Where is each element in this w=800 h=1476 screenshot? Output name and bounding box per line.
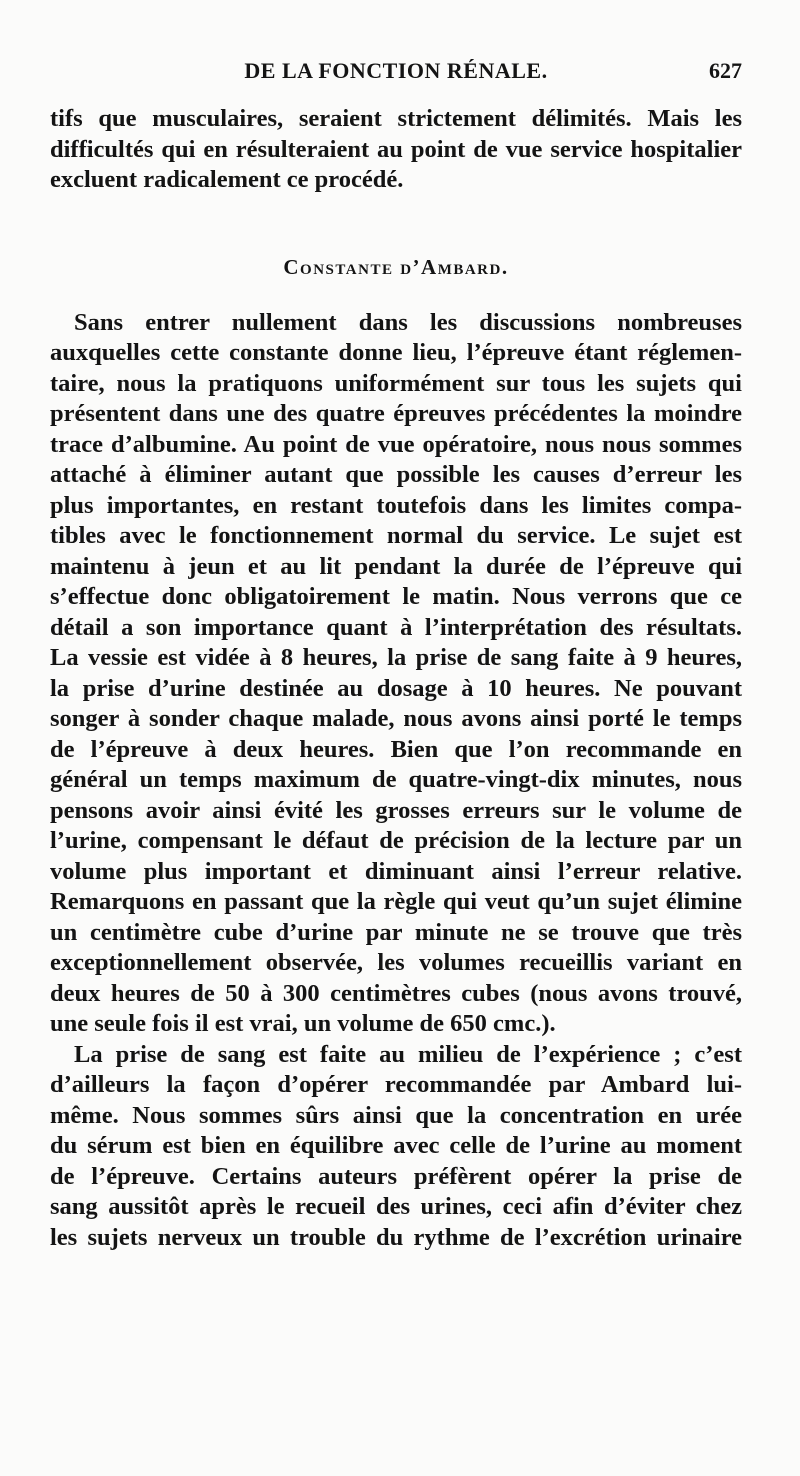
- text-line: excluent radicalement ce procédé.: [50, 166, 404, 193]
- text-line: général un temps maximum de quatre-vingt-dix minutes, nous: [50, 766, 742, 793]
- text-line: détail a son importance quant à l’interprétation des résultats.: [50, 613, 742, 641]
- text-line: volume plus important et diminuant ainsi l’erreur relative.: [50, 857, 742, 885]
- body-text: [50, 104, 742, 1253]
- text-line: de l’épreuve. Certains auteurs préfèrent opérer la prise de: [50, 1162, 742, 1190]
- text-line: sang aussitôt après le recueil des urines, ceci afin d’éviter chez: [50, 1193, 742, 1220]
- text-line: songer à sonder chaque malade, nous avons ainsi porté le temps: [50, 705, 742, 732]
- text-line: présentent dans une des quatre épreuves précédentes la moindre: [50, 400, 742, 427]
- text-line: difficultés qui en résulteraient au point de vue service hospitalier: [50, 135, 742, 163]
- running-title: DE LA FONCTION RÉNALE.: [244, 58, 548, 83]
- text-line: tibles avec le fonctionnement normal du service. Le sujet est: [50, 522, 742, 549]
- text-line: la prise d’urine destinée au dosage à 10 heures. Ne pouvant: [50, 674, 742, 702]
- text-line: l’urine, compensant le défaut de précision de la lecture par un: [50, 827, 742, 854]
- text-line: Remarquons en passant que la règle qui veut qu’un sujet élimine: [50, 888, 742, 915]
- text-line: deux heures de 50 à 300 centimètres cubes (nous avons trouvé,: [50, 979, 742, 1007]
- text-line: maintenu à jeun et au lit pendant la durée de l’épreuve qui: [50, 552, 742, 580]
- text-line: un centimètre cube d’urine par minute ne se trouve que très: [50, 918, 742, 946]
- text-line: attaché à éliminer autant que possible les causes d’erreur les: [50, 461, 742, 488]
- running-head: [50, 58, 742, 92]
- text-line: La vessie est vidée à 8 heures, la prise de sang faite à 9 heures,: [50, 644, 742, 671]
- paragraph: [50, 308, 742, 1040]
- text-line: les sujets nerveux un trouble du rythme de l’excrétion urinaire: [50, 1223, 742, 1251]
- text-line: La prise de sang est faite au milieu de l’expérience ; c’est: [74, 1040, 742, 1068]
- text-line: plus importantes, en restant toutefois dans les limites compa-: [50, 491, 742, 519]
- text-line: Sans entrer nullement dans les discussions nombreuses: [74, 308, 742, 336]
- text-line: une seule fois il est vrai, un volume de 650 cmc.).: [50, 1010, 556, 1037]
- text-line: du sérum est bien en équilibre avec celle de l’urine au moment: [50, 1132, 742, 1159]
- text-line: exceptionnellement observée, les volumes recueillis variant en: [50, 949, 742, 976]
- text-line: trace d’albumine. Au point de vue opératoire, nous nous sommes: [50, 430, 742, 458]
- text-line: pensons avoir ainsi évité les grosses erreurs sur le volume de: [50, 796, 742, 824]
- text-line: d’ailleurs la façon d’opérer recommandée par Ambard lui-: [50, 1071, 742, 1098]
- text-line: taire, nous la pratiquons uniformément sur tous les sujets qui: [50, 369, 742, 397]
- text-line: de l’épreuve à deux heures. Bien que l’on recommande en: [50, 735, 742, 763]
- text-line: auxquelles cette constante donne lieu, l’épreuve étant réglemen-: [50, 339, 742, 366]
- continued-paragraph: [50, 104, 742, 196]
- paragraph: [50, 1040, 742, 1254]
- text-line: s’effectue donc obligatoirement le matin. Nous verrons que ce: [50, 583, 742, 610]
- text-line: tifs que musculaires, seraient strictement délimités. Mais les: [50, 105, 742, 132]
- page-number: 627: [709, 58, 742, 83]
- section-heading: Constante d’Ambard.: [283, 254, 509, 279]
- text-line: même. Nous sommes sûrs ainsi que la concentration en urée: [50, 1101, 742, 1129]
